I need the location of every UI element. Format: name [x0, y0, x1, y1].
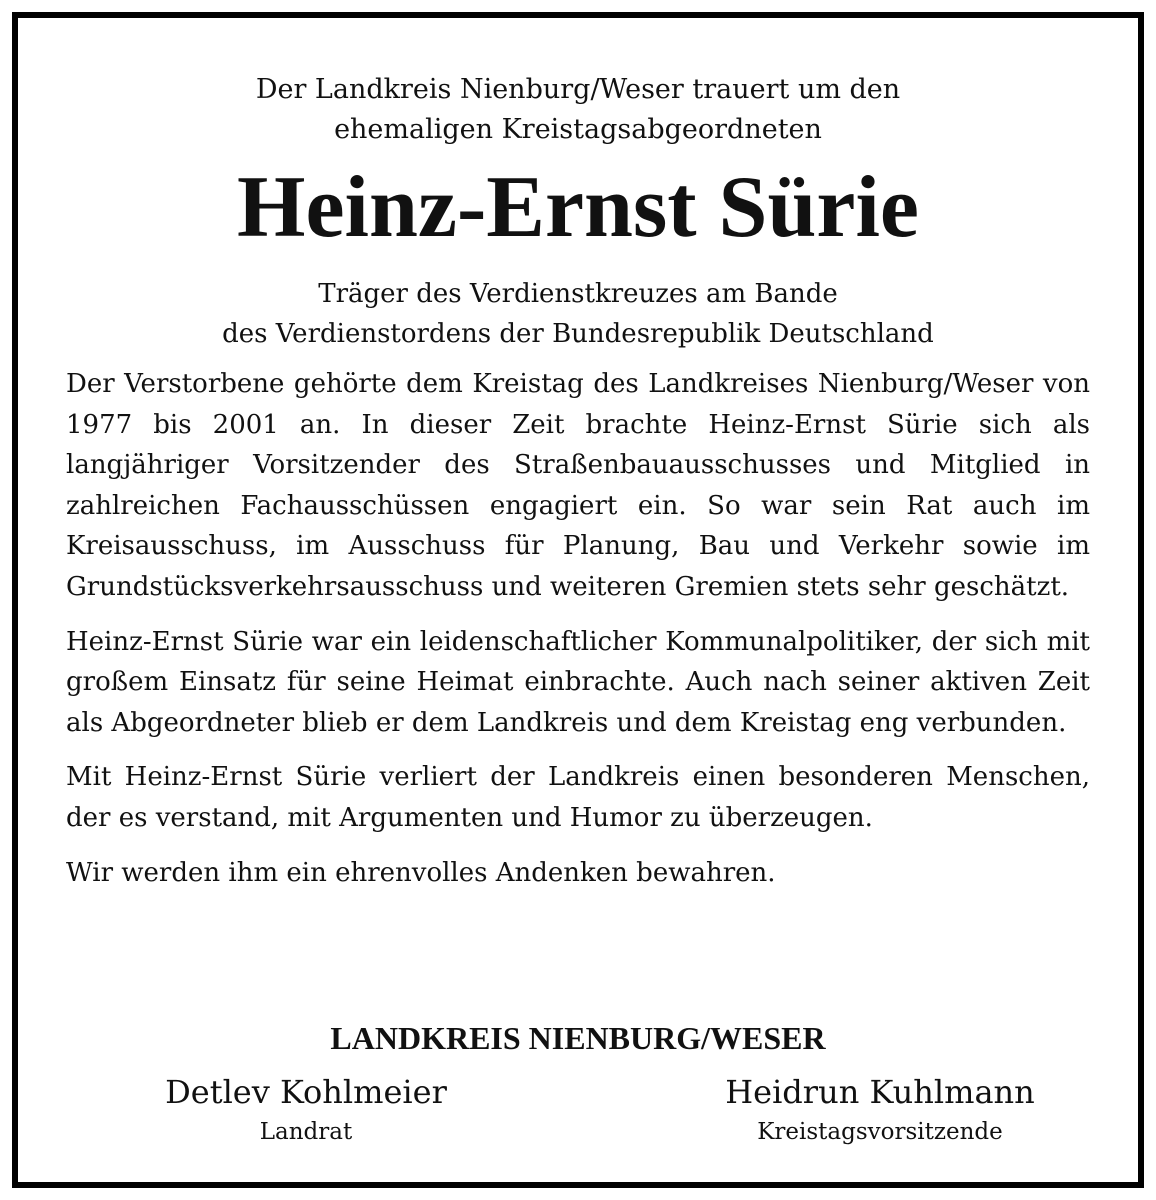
- intro-line-1: Der Landkreis Nienburg/Weser trauert um den: [255, 74, 901, 105]
- body-text: [66, 364, 1090, 907]
- intro-text: [66, 70, 1090, 150]
- award-line-2: des Verdienstordens der Bundesrepublik Deutschland: [222, 319, 934, 349]
- signatory-title: Landrat: [259, 1119, 353, 1145]
- body-paragraph: Wir werden ihm ein ehrenvolles Andenken bewahren.: [66, 857, 776, 888]
- deceased-name: Heinz-Ernst Sürie: [237, 159, 919, 256]
- signatory-right: [670, 1070, 1090, 1150]
- signatory-title: Kreistagsvorsitzende: [757, 1119, 1003, 1145]
- organization-name: LANDKREIS NIENBURG/WESER: [330, 1020, 826, 1056]
- signatory-left: [96, 1070, 516, 1150]
- award-line-1: Träger des Verdienstkreuzes am Bande: [318, 279, 838, 309]
- body-paragraph: Mit Heinz-Ernst Sürie verliert der Landkreis einen besonderen Menschen, der es verstand, mit Argumenten und Humor zu überzeugen.: [66, 762, 1090, 833]
- obituary-frame: [12, 12, 1144, 1188]
- intro-line-2: ehemaligen Kreistagsabgeordneten: [334, 114, 822, 145]
- obituary-content: [66, 18, 1090, 1182]
- signatory-name: Heidrun Kuhlmann: [725, 1073, 1035, 1111]
- signatory-name: Detlev Kohlmeier: [165, 1073, 447, 1111]
- body-paragraph: Heinz-Ernst Sürie war ein leidenschaftlicher Kommunalpolitiker, der sich mit großem Einsatz für seine Heimat einbrachte. Auch nach seiner aktiven Zeit als Abgeordneter blieb er dem Landkreis und dem Kreistag eng verbunden.: [66, 626, 1090, 738]
- award-text: [66, 274, 1090, 354]
- body-paragraph: Der Verstorbene gehörte dem Kreistag des Landkreises Nienburg/Weser von 1977 bis 2001 an. In dieser Zeit brachte Heinz-Ernst Sürie sich als langjähriger Vorsitzender des Straßenbauausschusses und Mitglied in zahlreichen Fachausschüssen engagiert ein. So war sein Rat auch im Kreisausschuss, im Ausschuss für Planung, Bau und Verkehr sowie im Grundstücksverkehrsausschuss und weiteren Gremien stets sehr geschätzt.: [66, 369, 1090, 602]
